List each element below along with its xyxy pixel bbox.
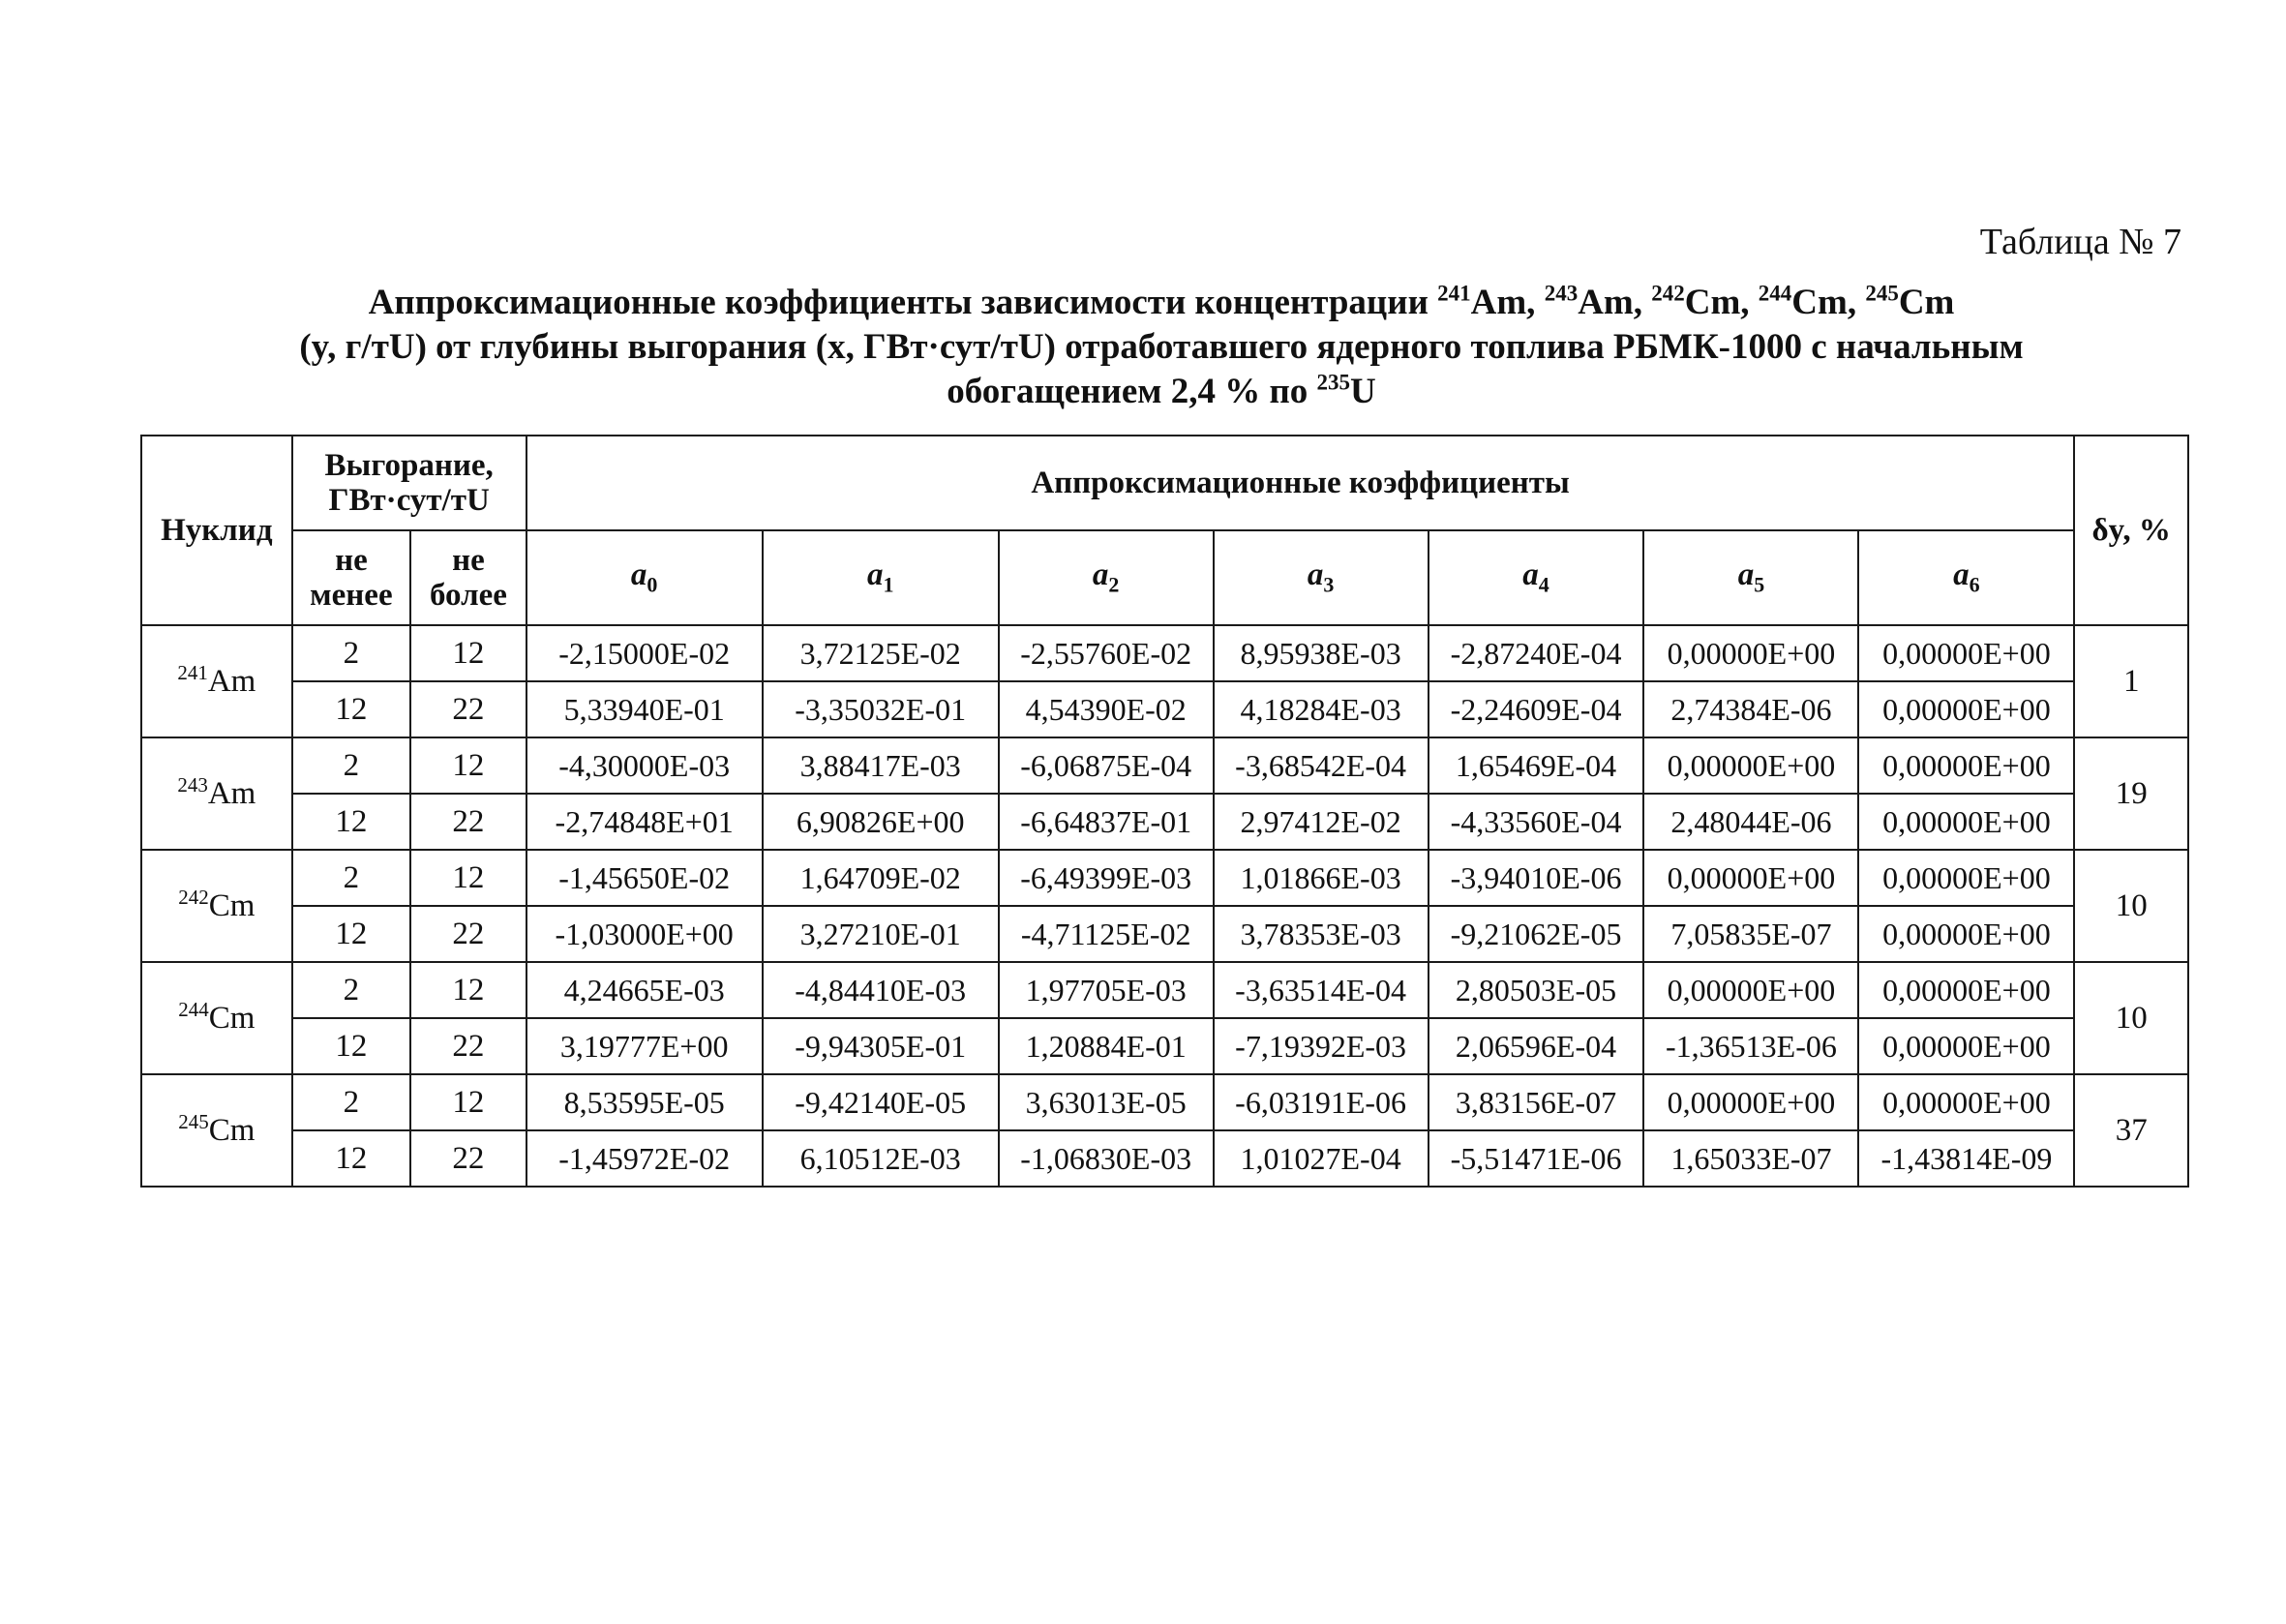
coef-a4-cell: -2,24609E-04 — [1429, 681, 1644, 737]
coef-a3-cell: 1,01027E-04 — [1214, 1130, 1429, 1187]
caption-nuclide-list — [1437, 283, 1954, 322]
table-row — [141, 962, 2188, 1018]
coef-a1-cell: -3,35032E-01 — [763, 681, 999, 737]
coef-a2-cell: -1,06830E-03 — [999, 1130, 1214, 1187]
caption-nuclide-mass: 241 — [1437, 281, 1471, 306]
coef-a5-cell: 0,00000E+00 — [1643, 850, 1858, 906]
caption-uranium-symbol: U — [1350, 372, 1376, 411]
table-row — [141, 681, 2188, 737]
coef-a1-cell: -9,42140E-05 — [763, 1074, 999, 1130]
coef-a6-cell: 0,00000E+00 — [1858, 1074, 2074, 1130]
coef-letter: a — [866, 557, 884, 593]
delta-cell: 19 — [2074, 737, 2188, 850]
header-burnup: Выгорание, ГВт·сут/тU — [292, 436, 526, 530]
header-burnup-min: не менее — [292, 530, 411, 625]
coef-a2-cell: -6,49399E-03 — [999, 850, 1214, 906]
coef-a1-cell: -4,84410E-03 — [763, 962, 999, 1018]
header-coef-a4 — [1429, 530, 1644, 625]
header-coefficients: Аппроксимационные коэффициенты — [526, 436, 2075, 530]
burnup-max-cell: 12 — [410, 737, 526, 794]
nuclide-symbol: Cm — [208, 887, 256, 923]
burnup-min-cell: 2 — [292, 625, 411, 681]
caption-nuclide-symbol: Am, — [1470, 283, 1536, 322]
burnup-max-cell: 12 — [410, 850, 526, 906]
coef-a4-cell: 2,80503E-05 — [1429, 962, 1644, 1018]
coef-a6-cell: 0,00000E+00 — [1858, 906, 2074, 962]
burnup-min-cell: 12 — [292, 1018, 411, 1074]
coef-a0-cell: -1,45650E-02 — [526, 850, 763, 906]
coef-a4-cell: -9,21062E-05 — [1429, 906, 1644, 962]
coef-a2-cell: -2,55760E-02 — [999, 625, 1214, 681]
caption-nuclide-symbol: Cm, — [1791, 283, 1857, 322]
burnup-max-cell: 12 — [410, 625, 526, 681]
coef-a3-cell: -3,68542E-04 — [1214, 737, 1429, 794]
caption-nuclide — [1865, 283, 1954, 322]
coef-a4-cell: 2,06596E-04 — [1429, 1018, 1644, 1074]
coef-a3-cell: -3,63514E-04 — [1214, 962, 1429, 1018]
table-number: Таблица № 7 — [1979, 222, 2181, 262]
coef-a5-cell: 2,74384E-06 — [1643, 681, 1858, 737]
coef-a2-cell: 1,20884E-01 — [999, 1018, 1214, 1074]
header-burnup-max: не более — [410, 530, 526, 625]
coef-a6-cell: 0,00000E+00 — [1858, 681, 2074, 737]
caption-nuclide-symbol: Cm, — [1684, 283, 1750, 322]
header-delta: δy, % — [2074, 436, 2188, 625]
coef-letter: a — [630, 557, 647, 593]
caption-nuclide — [1759, 283, 1856, 322]
coef-a1-cell: 3,88417E-03 — [763, 737, 999, 794]
delta-cell: 10 — [2074, 850, 2188, 962]
header-coef-a6 — [1858, 530, 2074, 625]
coef-a5-cell: -1,36513E-06 — [1643, 1018, 1858, 1074]
coef-a3-cell: 1,01866E-03 — [1214, 850, 1429, 906]
coef-index: 5 — [1754, 572, 1765, 597]
nuclide-mass: 244 — [178, 997, 209, 1021]
delta-cell: 1 — [2074, 625, 2188, 737]
coef-a4-cell: -2,87240E-04 — [1429, 625, 1644, 681]
table-row — [141, 794, 2188, 850]
table-row — [141, 737, 2188, 794]
coef-a1-cell: 6,10512E-03 — [763, 1130, 999, 1187]
caption-nuclide-mass: 244 — [1758, 281, 1792, 306]
burnup-min-cell: 2 — [292, 737, 411, 794]
coef-a2-cell: -6,64837E-01 — [999, 794, 1214, 850]
coef-a3-cell: -6,03191E-06 — [1214, 1074, 1429, 1130]
nuclide-mass: 242 — [178, 885, 209, 909]
coef-a6-cell: 0,00000E+00 — [1858, 1018, 2074, 1074]
burnup-min-cell: 2 — [292, 1074, 411, 1130]
coef-a4-cell: -5,51471E-06 — [1429, 1130, 1644, 1187]
header-coef-a2 — [999, 530, 1214, 625]
coef-a6-cell: 0,00000E+00 — [1858, 625, 2074, 681]
coef-a4-cell: -3,94010E-06 — [1429, 850, 1644, 906]
coef-a0-cell: -2,15000E-02 — [526, 625, 763, 681]
coef-index: 3 — [1323, 572, 1335, 597]
table-row — [141, 906, 2188, 962]
nuclide-cell — [141, 1074, 292, 1187]
caption-nuclide-mass: 242 — [1651, 281, 1685, 306]
nuclide-symbol: Am — [207, 663, 256, 699]
nuclide-mass: 241 — [177, 660, 208, 684]
coef-a0-cell: 3,19777E+00 — [526, 1018, 763, 1074]
coef-a2-cell: -4,71125E-02 — [999, 906, 1214, 962]
coef-a0-cell: -2,74848E+01 — [526, 794, 763, 850]
caption-nuclide — [1651, 283, 1749, 322]
caption-line-3 — [126, 370, 2197, 414]
table-row — [141, 1018, 2188, 1074]
coef-a3-cell: 3,78353E-03 — [1214, 906, 1429, 962]
delta-cell: 37 — [2074, 1074, 2188, 1187]
coef-index: 4 — [1538, 572, 1549, 597]
coef-a0-cell: 5,33940E-01 — [526, 681, 763, 737]
coef-letter: a — [1092, 557, 1109, 593]
coef-letter: a — [1953, 557, 1970, 593]
nuclide-cell — [141, 625, 292, 737]
coef-a6-cell: 0,00000E+00 — [1858, 794, 2074, 850]
nuclide-symbol: Am — [207, 775, 256, 811]
coef-a5-cell: 0,00000E+00 — [1643, 625, 1858, 681]
coef-a5-cell: 0,00000E+00 — [1643, 737, 1858, 794]
header-row-2 — [141, 530, 2188, 625]
burnup-min-cell: 12 — [292, 681, 411, 737]
coef-a2-cell: -6,06875E-04 — [999, 737, 1214, 794]
coef-a2-cell: 1,97705E-03 — [999, 962, 1214, 1018]
coef-letter: a — [1522, 557, 1539, 593]
caption-line-3-text: обогащением 2,4 % по — [947, 372, 1308, 411]
burnup-max-cell: 22 — [410, 906, 526, 962]
nuclide-mass: 243 — [177, 772, 208, 797]
coef-a0-cell: -4,30000E-03 — [526, 737, 763, 794]
coef-a0-cell: -1,03000E+00 — [526, 906, 763, 962]
nuclide-cell — [141, 737, 292, 850]
coef-a3-cell: -7,19392E-03 — [1214, 1018, 1429, 1074]
coef-index: 0 — [647, 572, 658, 597]
table-row — [141, 1130, 2188, 1187]
caption-nuclide-mass: 245 — [1865, 281, 1899, 306]
coef-a4-cell: 3,83156E-07 — [1429, 1074, 1644, 1130]
burnup-max-cell: 22 — [410, 681, 526, 737]
coef-a1-cell: 3,27210E-01 — [763, 906, 999, 962]
header-coef-a1 — [763, 530, 999, 625]
coef-a5-cell: 2,48044E-06 — [1643, 794, 1858, 850]
header-coef-a3 — [1214, 530, 1429, 625]
coef-a6-cell: 0,00000E+00 — [1858, 962, 2074, 1018]
burnup-max-cell: 22 — [410, 794, 526, 850]
coef-a5-cell: 7,05835E-07 — [1643, 906, 1858, 962]
caption-uranium-mass: 235 — [1316, 370, 1351, 395]
nuclide-symbol: Cm — [208, 1000, 256, 1036]
coef-index: 6 — [1969, 572, 1980, 597]
delta-cell: 10 — [2074, 962, 2188, 1074]
coef-a5-cell: 0,00000E+00 — [1643, 962, 1858, 1018]
coef-a3-cell: 8,95938E-03 — [1214, 625, 1429, 681]
nuclide-cell — [141, 962, 292, 1074]
coef-a1-cell: 3,72125E-02 — [763, 625, 999, 681]
nuclide-symbol: Cm — [208, 1112, 256, 1148]
caption-line-2: (y, г/тU) от глубины выгорания (x, ГВт·сут/тU) отработавшего ядерного топлива РБМК-1000 с начальным — [299, 327, 2024, 367]
coef-letter: a — [1737, 557, 1755, 593]
coef-a2-cell: 4,54390E-02 — [999, 681, 1214, 737]
coef-letter: a — [1307, 557, 1324, 593]
coef-a5-cell: 0,00000E+00 — [1643, 1074, 1858, 1130]
caption-nuclide-symbol: Am, — [1578, 283, 1642, 322]
table-row — [141, 625, 2188, 681]
coef-a6-cell: 0,00000E+00 — [1858, 737, 2074, 794]
burnup-min-cell: 2 — [292, 962, 411, 1018]
caption-nuclide — [1545, 283, 1642, 322]
burnup-min-cell: 12 — [292, 906, 411, 962]
burnup-max-cell: 12 — [410, 1074, 526, 1130]
header-nuclide: Нуклид — [141, 436, 292, 625]
caption-line-1-text: Аппроксимационные коэффициенты зависимости концентрации — [368, 283, 1429, 322]
coef-a0-cell: -1,45972E-02 — [526, 1130, 763, 1187]
header-row-1 — [141, 436, 2188, 530]
coef-a1-cell: 6,90826E+00 — [763, 794, 999, 850]
coef-a4-cell: -4,33560E-04 — [1429, 794, 1644, 850]
caption-nuclide-symbol: Cm — [1898, 283, 1955, 322]
coef-a1-cell: -9,94305E-01 — [763, 1018, 999, 1074]
burnup-max-cell: 22 — [410, 1130, 526, 1187]
coef-a3-cell: 4,18284E-03 — [1214, 681, 1429, 737]
table-row — [141, 850, 2188, 906]
coef-a5-cell: 1,65033E-07 — [1643, 1130, 1858, 1187]
coef-a0-cell: 8,53595E-05 — [526, 1074, 763, 1130]
coef-a3-cell: 2,97412E-02 — [1214, 794, 1429, 850]
burnup-min-cell: 12 — [292, 794, 411, 850]
burnup-min-cell: 12 — [292, 1130, 411, 1187]
caption-line-1 — [126, 281, 2197, 325]
coef-a6-cell: 0,00000E+00 — [1858, 850, 2074, 906]
burnup-min-cell: 2 — [292, 850, 411, 906]
nuclide-mass: 245 — [178, 1109, 209, 1133]
coef-a1-cell: 1,64709E-02 — [763, 850, 999, 906]
burnup-max-cell: 22 — [410, 1018, 526, 1074]
header-coef-a0 — [526, 530, 763, 625]
coef-a2-cell: 3,63013E-05 — [999, 1074, 1214, 1130]
table-body — [141, 625, 2188, 1187]
coef-index: 2 — [1108, 572, 1120, 597]
coef-index: 1 — [883, 572, 894, 597]
coef-a0-cell: 4,24665E-03 — [526, 962, 763, 1018]
caption-nuclide — [1437, 283, 1535, 322]
header-coef-a5 — [1643, 530, 1858, 625]
coef-a4-cell: 1,65469E-04 — [1429, 737, 1644, 794]
caption-nuclide-mass: 243 — [1544, 281, 1579, 306]
table-row — [141, 1074, 2188, 1130]
coef-a6-cell: -1,43814E-09 — [1858, 1130, 2074, 1187]
burnup-max-cell: 12 — [410, 962, 526, 1018]
table-caption — [126, 281, 2197, 414]
nuclide-cell — [141, 850, 292, 962]
coefficients-table — [140, 435, 2189, 1188]
